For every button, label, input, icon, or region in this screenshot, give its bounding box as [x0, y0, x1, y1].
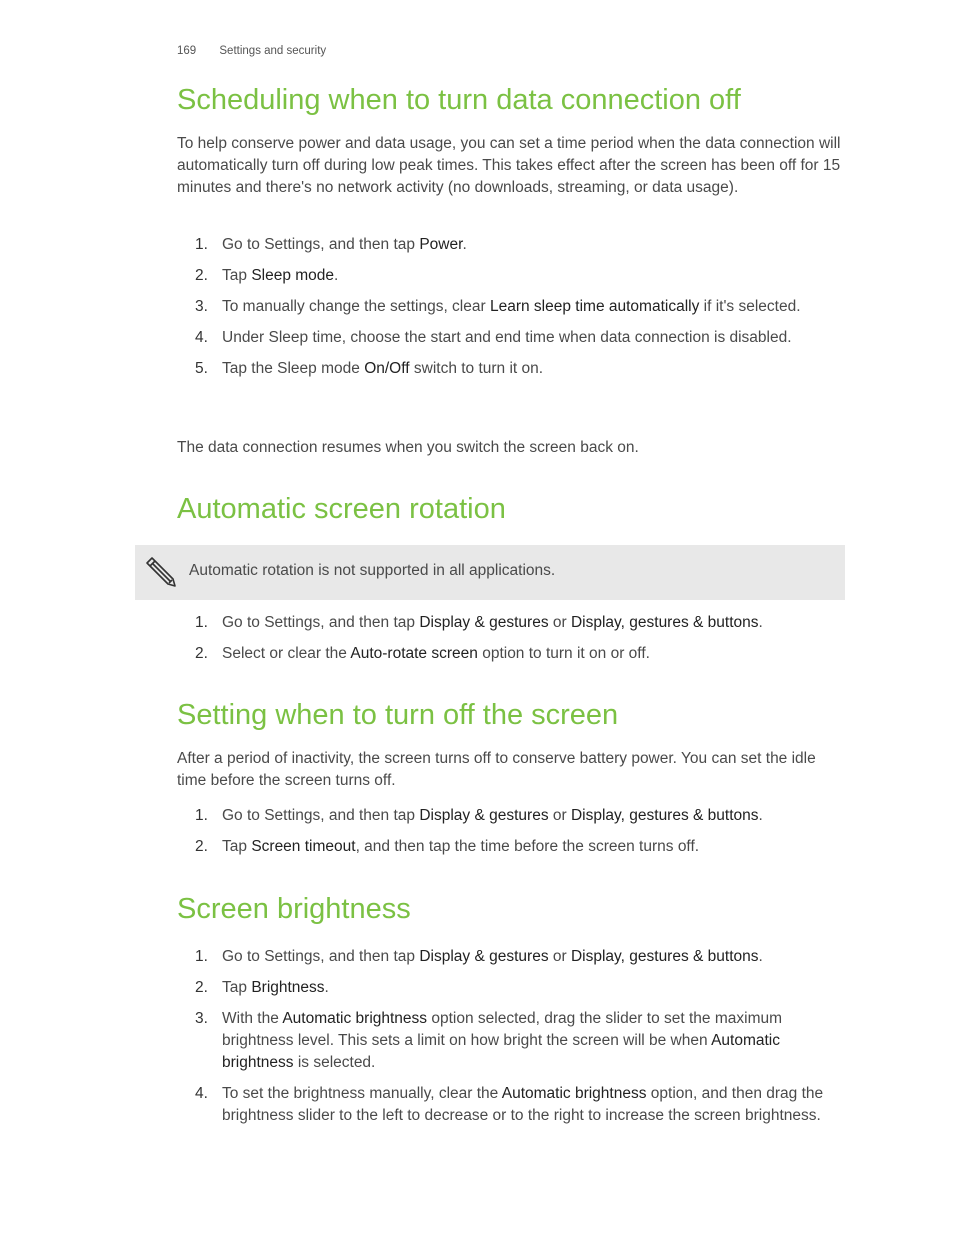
page-number: 169 [177, 45, 197, 57]
ui-term: Learn sleep time automatically [489, 298, 700, 315]
section-title-screen-off: Setting when to turn off the screen [177, 699, 619, 731]
step-text: . [758, 948, 763, 965]
ui-term: Automatic brightness [282, 1010, 428, 1027]
list-item [177, 643, 845, 665]
step-text: Go to Settings, and then tap [222, 948, 420, 965]
step-text: . [462, 236, 467, 253]
step-text: or [548, 614, 571, 631]
section-title-rotation: Automatic screen rotation [177, 493, 506, 525]
step-text: is selected. [293, 1054, 376, 1071]
step-number: 3. [195, 1010, 208, 1027]
ui-term: Screen timeout [251, 838, 356, 855]
step-number: 2. [195, 645, 208, 662]
step-text: Under Sleep time, choose the start and end time when data connection is disabled. [222, 329, 792, 346]
ui-term: Sleep mode [251, 267, 335, 284]
ui-term: Automatic brightness [501, 1085, 647, 1102]
step-text: . [324, 979, 329, 996]
step-number: 1. [195, 236, 208, 253]
list-item [177, 234, 845, 256]
list-item [177, 612, 845, 634]
list-item [177, 327, 845, 349]
step-number: 4. [195, 329, 208, 346]
step-text: . [758, 614, 763, 631]
step-number: 4. [195, 1085, 208, 1102]
step-number: 2. [195, 267, 208, 284]
step-text: Tap [222, 979, 252, 996]
list-item [177, 946, 845, 968]
step-number: 2. [195, 979, 208, 996]
step-text: option, and then drag the brightness slider to the left to decrease or to the right to increase the screen brightness. [222, 1085, 824, 1124]
step-text: To manually change the settings, clear [222, 298, 490, 315]
step-text: Go to Settings, and then tap [222, 807, 420, 824]
section-title-data-connection: Scheduling when to turn data connection off [177, 84, 741, 116]
ui-term: Display, gestures & buttons [570, 614, 759, 631]
step-text: Go to Settings, and then tap [222, 236, 420, 253]
step-number: 1. [195, 614, 208, 631]
step-text: if it's selected. [699, 298, 801, 315]
section-intro-screen-off: After a period of inactivity, the screen turns off to conserve battery power. You can set the idle time before the screen turns off. [177, 750, 816, 789]
steps-screen-off [177, 805, 845, 867]
section-title-brightness: Screen brightness [177, 893, 411, 925]
step-text: Tap [222, 267, 252, 284]
ui-term: Power [419, 236, 463, 253]
list-item [177, 805, 845, 827]
step-text: . [758, 807, 763, 824]
ui-term: Auto-rotate screen [350, 645, 478, 662]
ui-term: Display & gestures [419, 614, 549, 631]
ui-term: Automatic brightness [222, 1032, 780, 1071]
step-text: option selected, drag the slider to set the maximum brightness level. This sets a limit on how bright the screen will be when [222, 1010, 783, 1049]
ui-term: Brightness [251, 979, 325, 996]
step-text: option to turn it on or off. [477, 645, 650, 662]
step-text: Tap the Sleep mode [222, 360, 365, 377]
list-item [177, 358, 845, 380]
step-text: or [548, 807, 571, 824]
ui-term: Display & gestures [419, 948, 549, 965]
step-number: 1. [195, 948, 208, 965]
step-text: switch to turn it on. [409, 360, 544, 377]
note-text: Automatic rotation is not supported in all applications. [189, 562, 556, 579]
steps-data-connection [177, 234, 845, 389]
ui-term: Display & gestures [419, 807, 549, 824]
step-text: Go to Settings, and then tap [222, 614, 420, 631]
ui-term: Display, gestures & buttons [570, 807, 759, 824]
step-text: Tap [222, 838, 252, 855]
step-number: 3. [195, 298, 208, 315]
list-item [177, 836, 845, 858]
list-item [177, 265, 845, 287]
step-number: 1. [195, 807, 208, 824]
step-number: 2. [195, 838, 208, 855]
steps-brightness [177, 946, 845, 1136]
step-text: , and then tap the time before the screen turns off. [355, 838, 700, 855]
step-text: . [334, 267, 339, 284]
list-item [177, 1083, 845, 1127]
list-item [177, 977, 845, 999]
list-item [177, 1008, 845, 1074]
section-name: Settings and security [219, 45, 327, 57]
step-text: or [548, 948, 571, 965]
section-outro-data-connection: The data connection resumes when you switch the screen back on. [177, 439, 639, 456]
list-item [177, 296, 845, 318]
section-intro-data-connection: To help conserve power and data usage, you can set a time period when the data connection will automatically turn off during low peak times. This takes effect after the screen has been off for 15 minutes and there's no network activity (no downloads, streaming, or data usage). [177, 135, 841, 196]
step-text: With the [222, 1010, 283, 1027]
page-header [177, 45, 326, 57]
step-text: Select or clear the [222, 645, 351, 662]
ui-term: Display, gestures & buttons [570, 948, 759, 965]
step-number: 5. [195, 360, 208, 377]
steps-rotation [177, 612, 845, 674]
ui-term: On/Off [364, 360, 410, 377]
step-text: To set the brightness manually, clear the [222, 1085, 502, 1102]
pencil-icon [143, 555, 177, 589]
note-box [135, 545, 845, 600]
